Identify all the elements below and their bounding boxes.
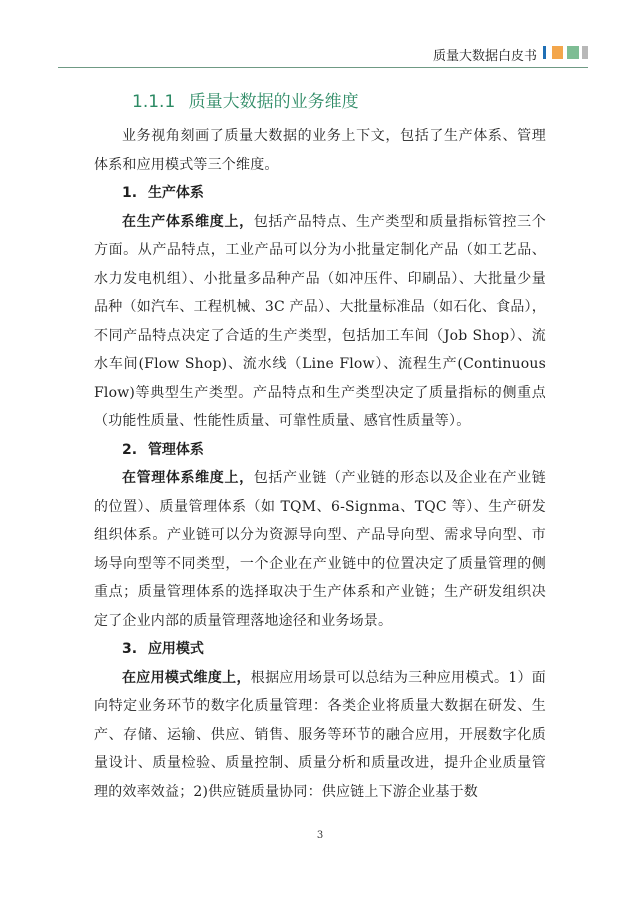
- page-number: 3: [316, 830, 324, 841]
- paragraph-lead: 在生产体系维度上，: [122, 213, 254, 230]
- intro-paragraph: 业务视角刻画了质量大数据的业务上下文，包括了生产体系、管理体系和应用模式等三个维度。: [94, 128, 546, 173]
- subsection-title: 生产体系: [147, 185, 204, 201]
- section-title: 质量大数据的业务维度: [188, 92, 359, 112]
- paragraph-text: 包括产品特点、生产类型和质量指标管控三个方面。从产品特点，工业产品可以分为小批量定制化产品（如工艺品、水力发电机组）、小批量多品种产品（如冲压件、印刷品）、大批量少量品种（如汽车、工程机械、3C 产品）、大批量标准品（如石化、食品），不同产品特点决定了合适的生产类型，包括加工车间（Job Shop）、流水车间(Flow Shop)、流水线（Line Flow）、流程生产(Continuous Flow)等典型生产类型。产品特点和生产类型决定了质量指标的侧重点（功能性质量、性能性质量、可靠性质量、感官性质量等）。: [94, 213, 546, 429]
- body-content: [94, 122, 546, 806]
- subsection-heading-application: [94, 635, 546, 664]
- subsection-title: 管理体系: [147, 441, 204, 458]
- header-block-blue: [543, 46, 546, 59]
- paragraph-production: [94, 208, 546, 436]
- paragraph-application: [94, 664, 546, 807]
- paragraph-text: 根据应用场景可以总结为三种应用模式。1）面向特定业务环节的数字化质量管理：各类企业将质量大数据在研发、生产、存储、运输、供应、销售、服务等环节的融合应用，开展数字化质量设计、质量检验、质量控制、质量分析和质量改进，提升企业质量管理的效率效益；2)供应链质量协同：供应链上下游企业基于数: [94, 669, 546, 800]
- header-title: 质量大数据白皮书: [432, 49, 537, 64]
- section-number: 1.1.1: [132, 92, 176, 112]
- subsection-heading-management: [94, 436, 546, 465]
- header-block-green: [567, 46, 579, 59]
- subsection-number: 2.: [122, 441, 138, 458]
- header-rule: [58, 67, 588, 68]
- subsection-number: 1.: [122, 185, 138, 201]
- header-block-orange: [552, 46, 563, 59]
- paragraph-lead: 在应用模式维度上，: [122, 669, 251, 686]
- section-heading: [132, 87, 359, 112]
- paragraph-text: 包括产业链（产业链的形态以及企业在产业链的位置）、质量管理体系（如 TQM、6-Signma、TQC 等）、生产研发组织体系。产业链可以分为资源导向型、产品导向型、需求导向型、市场导向型等不同类型，一个企业在产业链中的位置决定了质量管理的侧重点；质量管理体系的选择取决于生产体系和产业链；生产研发组织决定了企业内部的质量管理落地途径和业务场景。: [94, 470, 546, 629]
- subsection-number: 3.: [122, 641, 138, 657]
- paragraph-management: [94, 464, 546, 635]
- header-block-gray: [582, 46, 588, 59]
- subsection-title: 应用模式: [147, 641, 204, 657]
- paragraph-lead: 在管理体系维度上，: [122, 470, 254, 486]
- subsection-heading-production: [94, 179, 546, 208]
